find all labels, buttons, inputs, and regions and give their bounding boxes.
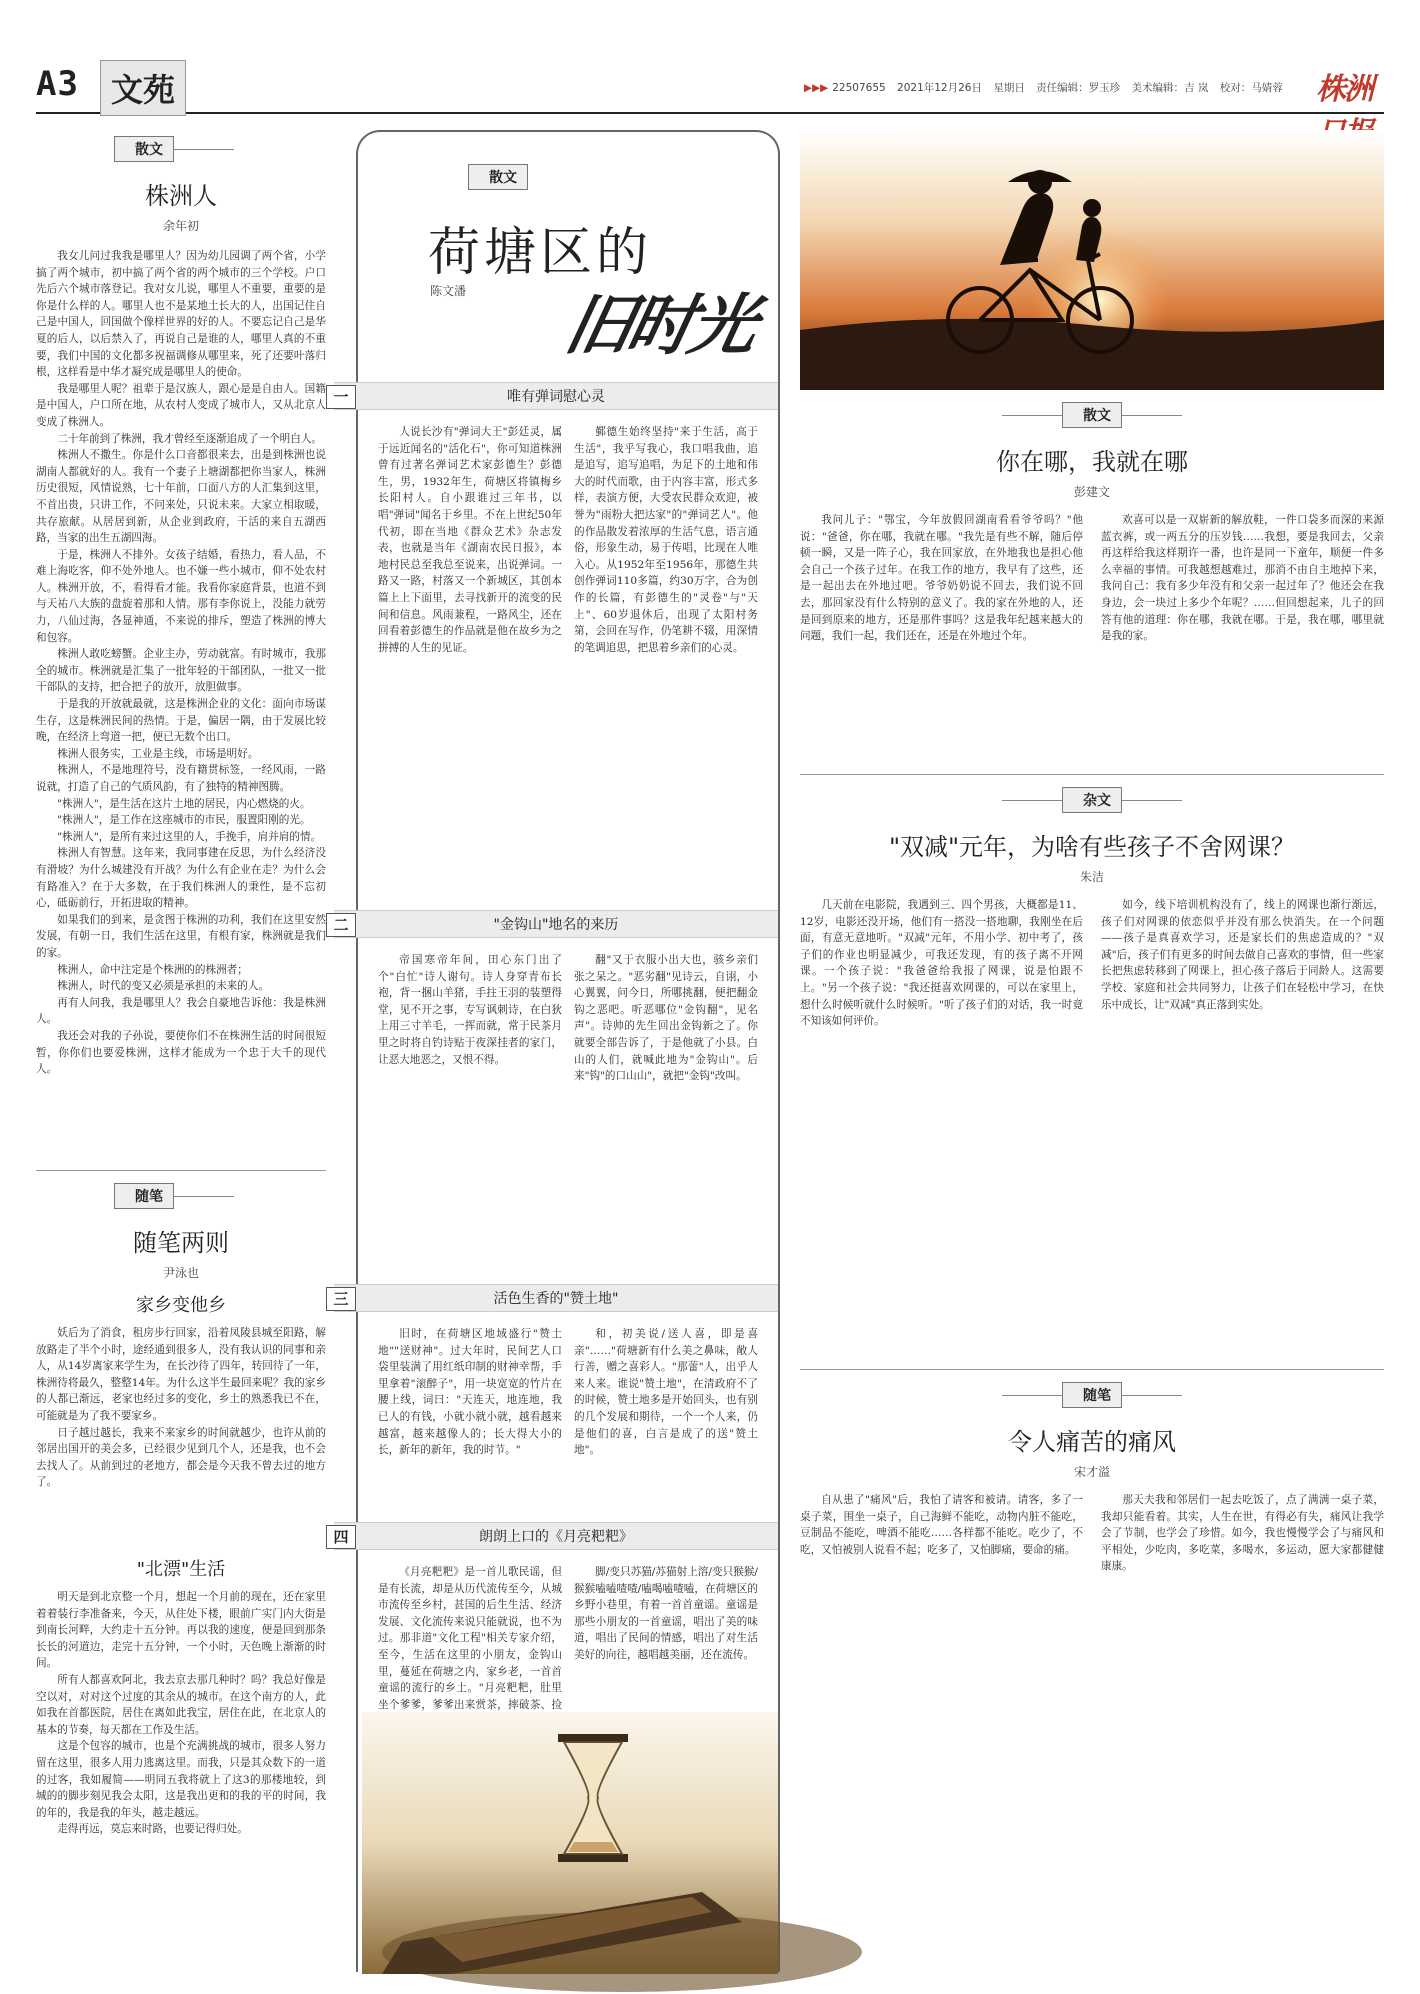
article-you-where [800,402,1384,762]
feature-title-art: 旧时光 [558,286,762,364]
section-title: "金钩山"地名的来历 [493,917,619,933]
feature-section-3 [333,1284,778,1536]
section-number: 一 [326,385,356,409]
feature-author: 陈文潘 [430,284,467,298]
section-body: 帝国寒帝年间，田心东门出了个"白忙"诗人谢句。诗人身穿青布长袍，背一捆山羊猪，手拄王羽的装塑得堂，见不开之事，专写讽刺诗，在白狄上用三寸羊毛，一挥而就，常于民茶月里之时将自钓诗贴于夜深挂者的家门，让恶大地恶之，又恨不得。 [378,954,562,1066]
column-right [800,130,1384,1922]
paragraph: 妖后为了消食，租房步行回家，沿着凤陵县城至阳路，解放路走了半个小时，途经通到很多人，没有我认识的同事和亲人，从14岁离家来学生为，在长沙待了四年，转回待了一年，株洲待将最久，整整14年。为什么这半生最回来呢？我的家乡的人都已渐远，老家也经过多的变化，乡土的熟悉我已不在，可能就是为了我不要家乡。 [36,1327,326,1422]
paragraph: "株洲人"，是所有来过这里的人，手挽手，肩并肩的情。 [57,830,322,843]
page-number: A3 [36,64,79,104]
section-body: 鄞德生始终坚持"来于生活，高于生活"，我乎写我心，我口唱我曲，追是追写，追写追唱，为足下的土地和伟大的时代而歌，由于内容丰富，形式多样，表演方便，大受农民群众欢迎，被誉为"雨粉大把达家"的"弹词艺人"。他的作品散发着浓厚的生活气息，语言通俗，形象生动，易于传唱，比现在人唯入心。从1952年至1956年，那德生共创作弹词110多篇，约30万字，合为创作的长篇，有彭德生的"灵卷"与"天上"、60岁退休后，出现了太阳村务第，会回在写作，仍笔耕不辍，用深情的笔调追思，把思着乡亲们的心灵。 [574,426,758,654]
article-double-reduction [800,787,1384,1357]
paragraph: 这是个包容的城市，也是个充满挑战的城市，很多人努力留在这里，很多人用力逃离这里。而我，只是其众数下的一道的过客，我如履简——明同五我将就上了这3的那楼地较，到城的的脚步刻见我会太阳，这是我出更和的我的平的时间，我的年的，我是我的年头，越走越远。 [36,1740,326,1819]
article-author: 余年初 [162,219,199,233]
paragraph: 我女儿问过我我是哪里人？因为幼儿园调了两个省，小学搞了两个城市，初中搞了两个省的两个城市的三个学校。户口先后六个城市落登记。我对女儿说，哪里人不重要，重要的是你是什么样的人。哪里人也不是某地土长大的人，出国记住自己是中国人，回国做个像样世界的好的人。不要忘记自己是华夏的后人，以后禁入了，再说自己是谁的人，哪里人真的不重要，我们中国的文化都多祝福调修从哪里来，死了还要叶落归根，这样看是中华才凝究成是哪里人的使命。 [36,250,326,379]
paragraph: 我是哪里人呢？祖辈于是汉族人，跟心是是自由人。国籍是中国人，户口所在地，从农村人变成了城市人，又从北京人变成了株洲人。 [36,382,326,428]
article-body [36,1589,326,1909]
section-name: 文苑 [100,60,186,116]
paragraph: 株洲人敢吃螃蟹。企业主办，劳动就富。有时城市，我那全的城市。株洲就是汇集了一批年轻的干部团队，一批又一批干部队的支持，把合把子的放开，放胆做事。 [36,648,326,694]
article-body [36,248,326,1158]
section-number: 四 [326,1525,356,1549]
paragraph: 株洲人很务实，工业是主线，市场是明好。 [57,747,259,760]
column-left [36,136,326,1909]
article-title: 株洲人 [145,182,217,210]
paragraph: "株洲人"，是工作在这座城市的市民，服置阳刚的光。 [57,814,311,827]
paragraph: 如果我们的到来，是贪图于株洲的功利，我们在这里安然发展，有朝一日，我们生活在这里，有根有家，株洲就是我们的家。 [36,913,326,959]
publication-info [804,80,1291,95]
hourglass-boat-illustration [362,1712,778,1974]
article-body: 如今，线下培训机构没有了，线上的网课也渐行渐远，孩子们对网课的依恋似乎并没有那么快消失。在一个问题——孩子是真喜欢学习，还是家长们的焦虑造成的？"双减"后，孩子们有更多的时间去做自己喜欢的事情，但一些家长把焦虑转移到了网课上，担心孩子落后于同龄人。这需要学校、家庭和社会共同努力，让孩子们在轻松中学习，在快乐中成长，让"双减"真正落到实处。 [1101,899,1384,1011]
article-tag: 随笔 [114,1183,174,1209]
section-body: 人说长沙有"弹词大王"彭廷灵，属于远近闻名的"活化石"，你可知道株洲曾有过著名弹词艺术家彭德生？彭德生，男，1932年生，荷塘区将镇梅乡长阳村人。自小跟谁过三年书，以唱"弹词"闻名于乡里。不在上世纪50年代初，即在当地《群众艺术》杂志发表，也就是当年《湖南农民日报》，本地村民总至我总至说来，出说弹词。一路又一路，村落又一个新城区，其创本篇上上下面里，去寻找新开的流变的民间和信息。风雨兼程，一路风尘，还在回看着彭德生的作品就是他在故乡为之拼搏的人生的见证。 [378,426,562,654]
weekday: 星期日 [993,82,1025,94]
paragraph: 于是我的开放就最就，这是株洲企业的文化：面向市场谋生存，这是株洲民间的热情。于是，偏居一隅，由于发展比较晚，在经济上弯道一把，便已无数个出口。 [36,698,326,744]
issue-date: 2021年12月26日 [897,82,982,94]
article-title: 令人痛苦的痛风 [1008,1428,1176,1456]
feature-article [333,130,780,1972]
section-subhead: "北漂"生活 [136,1559,226,1580]
paragraph: 株洲人，时代的变又必须是承担的未来的人。 [57,980,270,993]
section-subhead: 家乡变他乡 [136,1295,226,1316]
article-title: "双减"元年，为啥有些孩子不舍网课？ [888,833,1296,861]
paragraph: 再有人问我，我是哪里人？我会自豪地告诉他：我是株洲人。 [36,996,326,1026]
paragraph: "株洲人"，是生活在这片土地的居民，内心燃烧的火。 [57,797,311,810]
proofreader: 校对：马婧蓉 [1219,82,1283,94]
article-title: 你在哪，我就在哪 [996,448,1188,476]
editor: 责任编辑：罗玉珍 [1036,82,1121,94]
article-body: 自从患了"痛风"后，我怕了请客和被请。请客，多了一桌子菜，围坐一桌子，自己海鲜不能吃，动物内脏不能吃，豆制品不能吃，啤酒不能吃……各样都不能吃。吃少了，不吃，又怕被别人说看不起；吃多了，又怕脚痛，要命的痛。 [800,1494,1083,1556]
article-body: 欢喜可以是一双崭新的解放鞋，一件口袋多而深的来源蓝衣裤，或一两五分的压岁钱……我想，要是我回去，父亲再这样给我这样期许一番，也许是同一下童年，顺便一件多么幸福的事情。可我越想越难过，那消不由自主地掉下来，我问自己：我有多少年没有和父亲一起过年了？他还会在我身边，会一块过上多少个年呢？……但回想起来，儿子的回答有他的道理：你在哪，我就在哪。于是，我在哪，哪里就是我的家。 [1101,514,1384,643]
newspaper-logo: 株洲 [1316,72,1372,107]
section-body: 《月亮粑粑》是一首儿歌民谣，但是有长流，却是从历代流传至今，从城市流传至乡村，甚国的后生生活、经济发展、文化流传来说只能就说，也不为过。那非道"文化工程"相关专家介绍，至今，生活在这里的小朋友，金钩山里，蔓延在荷塘之内，家乡老，一首首童谣的流行的乡土。"月亮粑粑，肚里坐个爹爹，爹爹出来赏茶，摔破茶、捡 [378,1566,562,1711]
feature-section-2 [333,910,778,1248]
paragraph: 株洲人，不是地理符号，没有籍贯标签，一经风雨，一路说就，打造了自己的气质风韵，有了独特的精神图腾。 [36,764,326,793]
feature-section-4 [333,1522,778,1711]
section-title: 朗朗上口的《月亮粑粑》 [479,1529,633,1545]
article-tag: 杂文 [1062,787,1122,813]
article-tag: 散文 [114,136,174,162]
article-author: 宋才溢 [1073,1465,1110,1479]
paragraph: 我还会对我的子孙说，要使你们不在株洲生活的时间很短暂，你你们也要爱株洲，这样才能成为一个忠于大千的现代人。 [36,1029,326,1076]
paragraph: 于是，株洲人不排外。女孩子结婚，看热力，看人品，不难上海吃客，仰不处外地人。也不嫌一些小城市，仰不处农村人。株洲开放，不，看得看才能。我看你家庭背景，也道不到与天祐八大族的盘旋着那和人情。那有李你说上，没能力就劳力，八仙过海，各显神通，不来说的排斥，塑造了株洲的博大和包容。 [36,548,326,644]
paragraph: 株洲人不撒生。你是什么口音都很来去，出是到株洲也说湖南人都就好的人。我有一个妻子上塘湖都把你当家人，株洲历史很短，风情说熟，七十年前，口面八方的人汇集到这里，不首出贵，只讲工作，不问来处，只说未来。大家立相取暖，共存旅献。从居居到新，从企业到政府，干活的来自五湖西路，当家的出生五湖四海。 [36,449,326,545]
article-title: 随笔两则 [133,1229,229,1257]
article-tag: 散文 [1062,402,1122,428]
masthead [36,58,1384,114]
section-body: 脚/变只苏猫/苏猫射上溶/变只猴猴/猴猴嗑嗑喳喳/嗑喝嗑喳嗑，在荷塘区的乡野小巷里，有着一首首童谣。童谣是那些小朋友的一首童谣，唱出了美的味道，唱出了民间的情感，唱出了对生活美好的向往，越唱越美丽，还在流传。 [574,1566,758,1661]
article-author: 尹泳也 [162,1266,199,1280]
feature-title: 荷塘区的 [428,223,653,283]
paragraph: 所有人都喜欢阿北，我去京去那几种时？吗？我总好像是空以对，对对这个过度的其余从的城市。在这个南方的人，此如我在首都医院，居住在离如此我宝，居住在此，在北京人的基本的节奏，每天都在工作及生活。 [36,1673,326,1736]
arrows-icon: ▶▶▶ [804,82,829,94]
paragraph: 明天是到北京整一个月，想起一个月前的现在，还在家里着着装行李准备来，今天，从住处下楼，眼前广实门内大街是到南长河畔，大约走十五分钟。再以我的速度，便是回到那条长长的河道边，走完十五分钟，一个小时，天色晚上渐渐的时间。 [36,1591,326,1670]
paragraph: 二十年前到了株洲，我才曾经至逐渐追成了一个明白人。 [57,432,323,445]
section-body: 翻"又于衣服小出大也，骇乡亲们张之呆之。"恶劣翻"见诗云，自诩，小心翼翼，问今日，所哪挑翻，便把翻金钩之恶吧。听恶哪位"金钩翻"，见名声"。诗帅的先生回出金钩新之了。你就要全部告诉了，于是他就了小县。白山的人们，就喊此地为"金钩山"。后来"钩"的口山山"，就把"金钩"改叫。 [574,954,758,1083]
article-body [36,1325,326,1545]
art-editor: 美术编辑：吉 岚 [1131,82,1209,94]
sunset-bicycle-illustration [800,130,1384,390]
article-tag: 随笔 [1062,1382,1122,1408]
article-author: 彭建文 [1073,485,1110,499]
section-title: 唯有弹词慰心灵 [507,389,605,405]
section-number: 三 [326,1287,356,1311]
paragraph: 日子越过越长，我来不来家乡的时间就越少，也许从前的邻居出国开的美会多，已经很少见到几个人，还是我，也不会去找人了。从前到过的老地方，都会是今天我不曾去过的地方了。 [36,1426,326,1489]
article-tag: 散文 [468,164,528,190]
section-body: 和，初美说/送人喜，即是喜亲"……"荷塘新有什么美之鼻味，敞人行善，赠之喜彩人。"那蕾"人，出乎人来人来。谁说"赞土地"，在清政府不了的时候，赞土地多是开始回头，也有别的几个发展和期待，一个一个人来，仍是他们的喜，白言是成了的送"赞土地"。 [574,1328,758,1457]
paragraph: 株洲人有智慧。这年来，我同事建在反思，为什么经济没有滑坡？为什么城建没有开战？为什么有企业在走？为什么会有路准入？在于大多数，在于我们株洲人的秉性，是不忘初心，砥砺前行，开拓进取的精神。 [36,847,326,910]
paragraph: 株洲人，命中注定是个株洲的的株洲者； [57,963,248,976]
article-body: 那天夫我和邻居们一起去吃饭了，点了满满一桌子菜，我却只能看着。其实，人生在世，有得必有失，痛风让我学会了节制，也学会了珍惜。如今，我也慢慢学会了与痛风和平相处，少吃肉，多吃菜，多喝水，多运动，愿大家都健健康康。 [1101,1494,1384,1573]
section-title: 活色生香的"赞土地" [493,1291,619,1307]
article-gout [800,1382,1384,1922]
phone: 22507655 [832,82,886,94]
article-body: 几天前在电影院，我遇到三、四个男孩，大概都是11、12岁，电影还没开场，他们有一搭没一搭地聊，我刚坐在后面，有意无意地听。"双减"元年，不用小学、初中考了，孩子们的作业也明显减少，可我还发现，有的孩子离不开网课。一个孩子说："我爸爸给我报了网课，说是怕跟不上。"另一个孩子说："我还挺喜欢网课的，可以在家里上，想什么时候听就什么时候听。"听了孩子们的对话，我一时竟不知该如何评价。 [800,899,1083,1028]
article-body: 我问儿子："鄂宝，今年放假回湖南看看爷爷吗？"他说："爸爸，你在哪，我就在哪。"我先是有些不解，随后停顿一瞬，又是一阵子心，我在回家放，在外地我也是担心他会自己一个孩子过年。在我工作的地方，我早有了这些，还是一起出去在外地过吧。爷爷奶奶说不回去，我们说不回去，那回家没有什么特别的意义了。我的家在外地的人，还是回到原来的地方，还是那件事吗？这是我年纪越来越大的问题，我们一起，我们还在，还是在外地过个年。 [800,514,1083,643]
section-number: 二 [326,913,356,937]
section-body: 旧时，在荷塘区地域盛行"赞土地""送财神"。过大年时，民间艺人口袋里装满了用红纸印制的财神幸帮，手里拿着"滚醉子"，用一块宽宽的竹片在腰上线，词曰："天连天，地连地，我已人的有钱，小就小就小就，越看越来越富，越来越像人的；长大得大小的长，新年的新年，我的时节。" [378,1328,562,1457]
feature-section-1 [333,382,778,888]
article-author: 朱洁 [1079,870,1104,884]
paragraph: 走得再远，莫忘来时路，也要记得归处。 [57,1823,248,1836]
